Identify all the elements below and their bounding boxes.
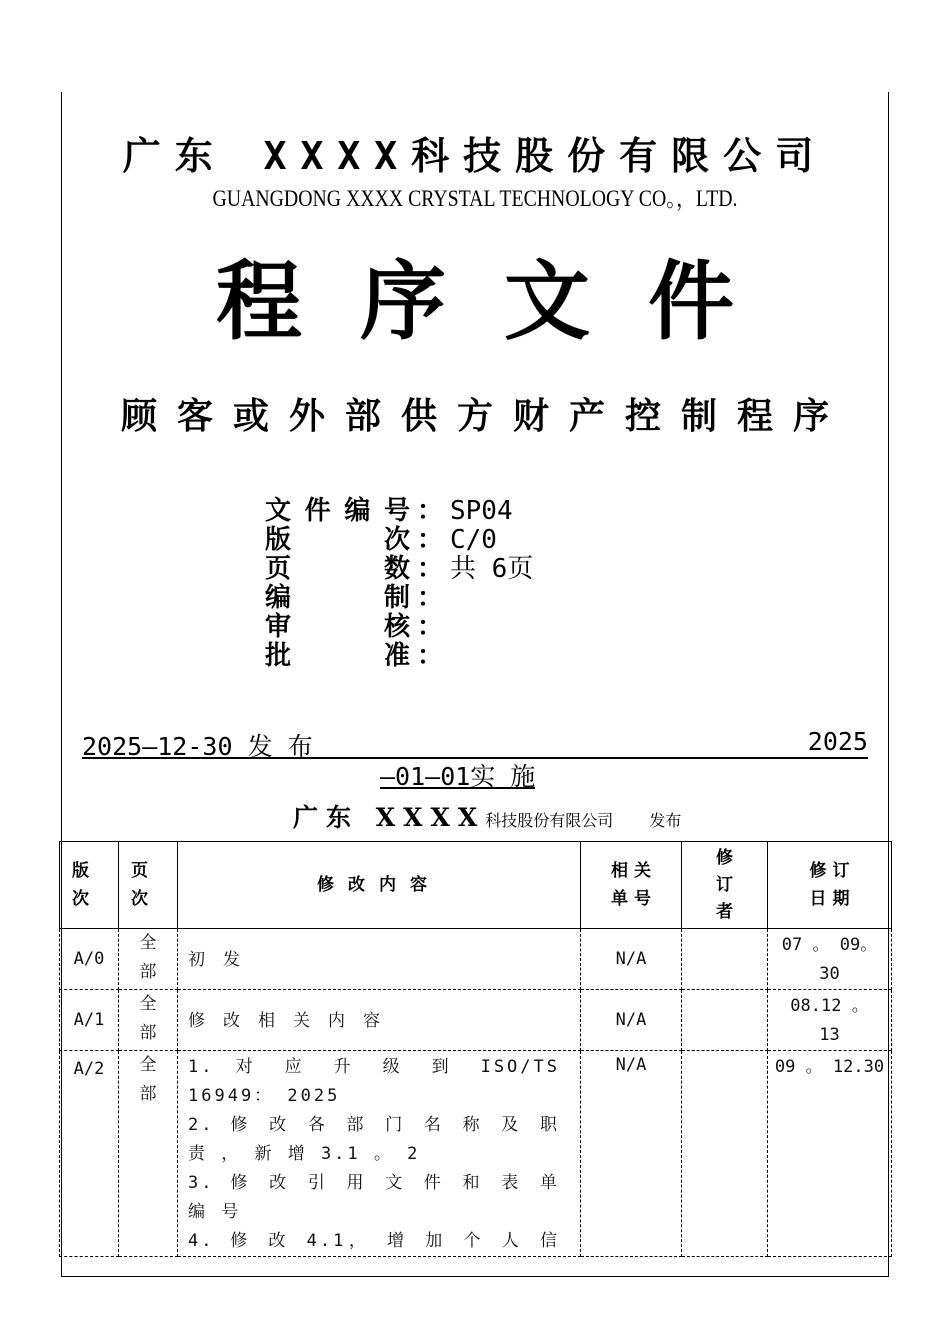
table-row — [60, 1051, 892, 1257]
document-title: 顾客或外部供方财产控制程序 — [120, 396, 849, 437]
header-date: 修 订 日 期 — [768, 842, 892, 929]
meta-version: 版 次 ： C/0 — [265, 525, 497, 555]
company-name-en: GUANGDONG XXXX CRYSTAL TECHNOLOGY CO。，LTD. — [212, 186, 738, 211]
meta-version-label: 版 次 — [265, 525, 410, 555]
meta-reviewed: 审 核 ： — [265, 612, 443, 642]
meta-reviewed-label: 审 核 — [265, 612, 410, 642]
meta-version-value: C/0 — [450, 525, 497, 555]
issuer-line — [293, 798, 681, 834]
meta-pages-value: 共 6页 — [450, 554, 534, 584]
row-page: 全 部 — [119, 990, 178, 1051]
header-page: 页 次 — [119, 842, 178, 929]
table-header-row — [60, 842, 892, 929]
meta-pages-label: 页 数 — [265, 554, 410, 584]
publish-date: 2025—12-30 发 布 — [82, 732, 313, 761]
row-ref: N/A — [581, 1051, 682, 1257]
row-reviser — [682, 1051, 768, 1257]
meta-approved: 批 准 ： — [265, 641, 443, 671]
row-version: A/1 — [60, 990, 119, 1051]
meta-pages: 页 数 ： 共 6页 — [265, 554, 534, 584]
date-line — [82, 727, 868, 759]
meta-doc-no-value: SP04 — [450, 496, 513, 526]
row-reviser — [682, 929, 768, 990]
document-type-title: 程序文件 — [216, 251, 792, 352]
header-content: 修改内容 — [178, 842, 581, 929]
table-row — [60, 929, 892, 990]
header-ref: 相 关 单 号 — [581, 842, 682, 929]
row-ref: N/A — [581, 929, 682, 990]
row-date: 07 。 09。 30 — [768, 929, 892, 990]
row-version: A/0 — [60, 929, 119, 990]
row-date: 09 。 12.30 — [768, 1051, 892, 1257]
meta-approved-label: 批 准 — [265, 641, 410, 671]
row-page: 全 部 — [119, 1051, 178, 1257]
issuer-action: 发布 — [649, 811, 682, 830]
row-content: 1. 对 应 升 级 到 ISO/TS 16949： 2025 2. 修 改 各 部 门 名 称 及 职 责 ， 新 增 3.1 。 2 3. 修 改 引 用 文 件 和 表 单 编 号 4. 修 改 4.1， 增 加 个 人 信 — [178, 1051, 581, 1257]
row-reviser — [682, 990, 768, 1051]
row-version: A/2 — [60, 1051, 119, 1257]
row-content: 初发 — [178, 929, 581, 990]
row-ref: N/A — [581, 990, 682, 1051]
effective-year: 2025 — [807, 727, 868, 756]
issuer-name: 科技股份有限公司 — [485, 811, 614, 830]
effective-date: —01—01实 施 — [380, 757, 535, 789]
row-page: 全 部 — [119, 929, 178, 990]
document-meta — [265, 497, 533, 671]
meta-prepared-label: 编 制 — [265, 583, 410, 613]
revision-table — [59, 841, 892, 1257]
header-reviser: 修 订 者 — [682, 842, 768, 929]
meta-prepared: 编 制 ： — [265, 583, 443, 613]
table-row — [60, 990, 892, 1051]
row-date: 08.12 。 13 — [768, 990, 892, 1051]
header-version: 版 次 — [60, 842, 119, 929]
company-name-cn: 广东 XXXX科技股份有限公司 — [122, 134, 828, 178]
meta-doc-no: 文 件 编 号 ： SP04 — [265, 496, 513, 526]
meta-doc-no-label: 文 件 编 号 — [265, 496, 410, 526]
issuer-prefix: 广东 XXXX — [293, 803, 486, 832]
row-content: 修改相关内容 — [178, 990, 581, 1051]
